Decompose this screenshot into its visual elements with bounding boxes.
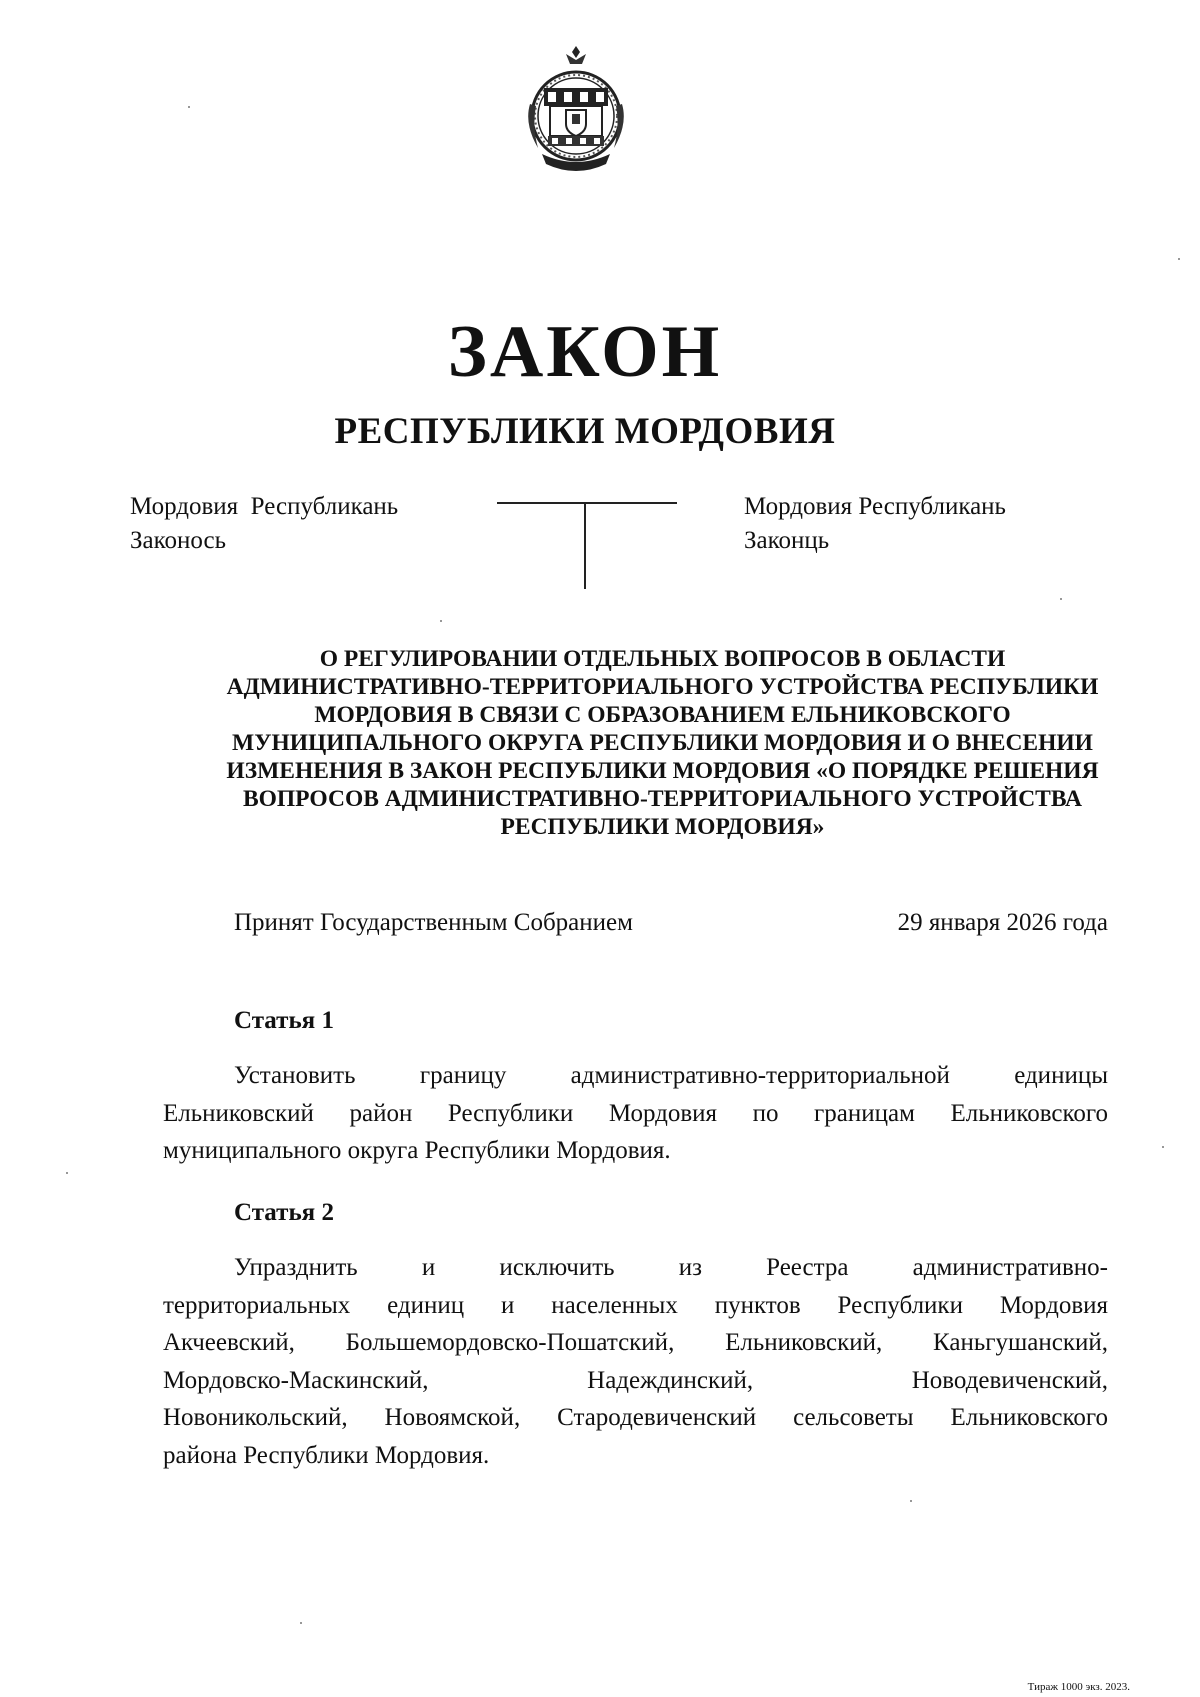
scan-speck <box>188 106 190 108</box>
scan-speck <box>1060 598 1062 600</box>
scan-speck <box>440 620 442 622</box>
header-divider-horizontal <box>497 502 677 504</box>
scan-speck <box>910 1500 912 1502</box>
erzya-title-line: Законць <box>744 527 830 554</box>
law-heading <box>140 645 1185 841</box>
scan-speck <box>1178 258 1180 260</box>
paragraph-line: Установить границу административно-территориальной единицы <box>234 1062 1108 1089</box>
law-heading-line: МОРДОВИЯ В СВЯЗИ С ОБРАЗОВАНИЕМ ЕЛЬНИКОВСКОГО <box>314 702 1011 728</box>
paragraph-line: муниципального округа Республики Мордовия. <box>163 1137 671 1164</box>
print-run-note: Тираж 1000 экз. 2023. <box>1027 1681 1130 1693</box>
paragraph-line: Упразднить и исключить из Реестра административно- <box>234 1254 1108 1281</box>
scan-speck <box>300 1622 302 1624</box>
header-divider-vertical <box>584 502 586 589</box>
paragraph-line: Новоникольский, Новоямской, Стародевиченский сельсоветы Ельниковского <box>163 1404 1108 1431</box>
scan-speck <box>66 1172 68 1174</box>
law-heading-line: ВОПРОСОВ АДМИНИСТРАТИВНО-ТЕРРИТОРИАЛЬНОГО УСТРОЙСТВА <box>242 786 1083 812</box>
adoption-date: 29 января 2026 года <box>897 909 1108 936</box>
article-1-text <box>163 1057 1108 1170</box>
paragraph-line: района Республики Мордовия. <box>163 1441 490 1469</box>
law-heading-line: О РЕГУЛИРОВАНИИ ОТДЕЛЬНЫХ ВОПРОСОВ В ОБЛАСТИ <box>319 646 1006 672</box>
law-heading-line: АДМИНИСТРАТИВНО-ТЕРРИТОРИАЛЬНОГО УСТРОЙСТВА РЕСПУБЛИКИ <box>226 674 1099 700</box>
document-title: ЗАКОН <box>447 311 723 393</box>
paragraph-line: Ельниковский район Республики Мордовия по границам Ельниковского <box>163 1099 1108 1127</box>
paragraph-line: Мордовско-Маскинский, Надеждинский, Новодевиченский, <box>163 1366 1108 1394</box>
adoption-label: Принят Государственным Собранием <box>234 909 633 936</box>
law-heading-line: РЕСПУБЛИКИ МОРДОВИЯ» <box>500 814 825 840</box>
coat-of-arms-icon <box>520 44 632 180</box>
article-2-title: Статья 2 <box>234 1199 334 1226</box>
erzya-title <box>744 490 1006 558</box>
paragraph-line: территориальных единиц и населенных пунктов Республики Мордовия <box>163 1291 1108 1319</box>
document-subtitle: РЕСПУБЛИКИ МОРДОВИЯ <box>334 411 836 452</box>
scan-speck <box>1162 1146 1164 1148</box>
law-heading-line: МУНИЦИПАЛЬНОГО ОКРУГА РЕСПУБЛИКИ МОРДОВИЯ И О ВНЕСЕНИИ <box>232 730 1093 756</box>
moksha-title-line: Мордовия Республикань <box>130 493 399 520</box>
article-2-text <box>163 1249 1108 1474</box>
moksha-title-line: Законось <box>130 527 226 554</box>
adoption-line <box>234 906 1108 940</box>
moksha-title <box>130 490 398 558</box>
article-1-title: Статья 1 <box>234 1007 334 1034</box>
law-heading-line: ИЗМЕНЕНИЯ В ЗАКОН РЕСПУБЛИКИ МОРДОВИЯ «О ПОРЯДКЕ РЕШЕНИЯ <box>226 758 1099 784</box>
erzya-title-line: Мордовия Республикань <box>744 493 1006 520</box>
paragraph-line: Акчеевский, Большемордовско-Пошатский, Ельниковский, Каньгушанский, <box>163 1329 1108 1356</box>
